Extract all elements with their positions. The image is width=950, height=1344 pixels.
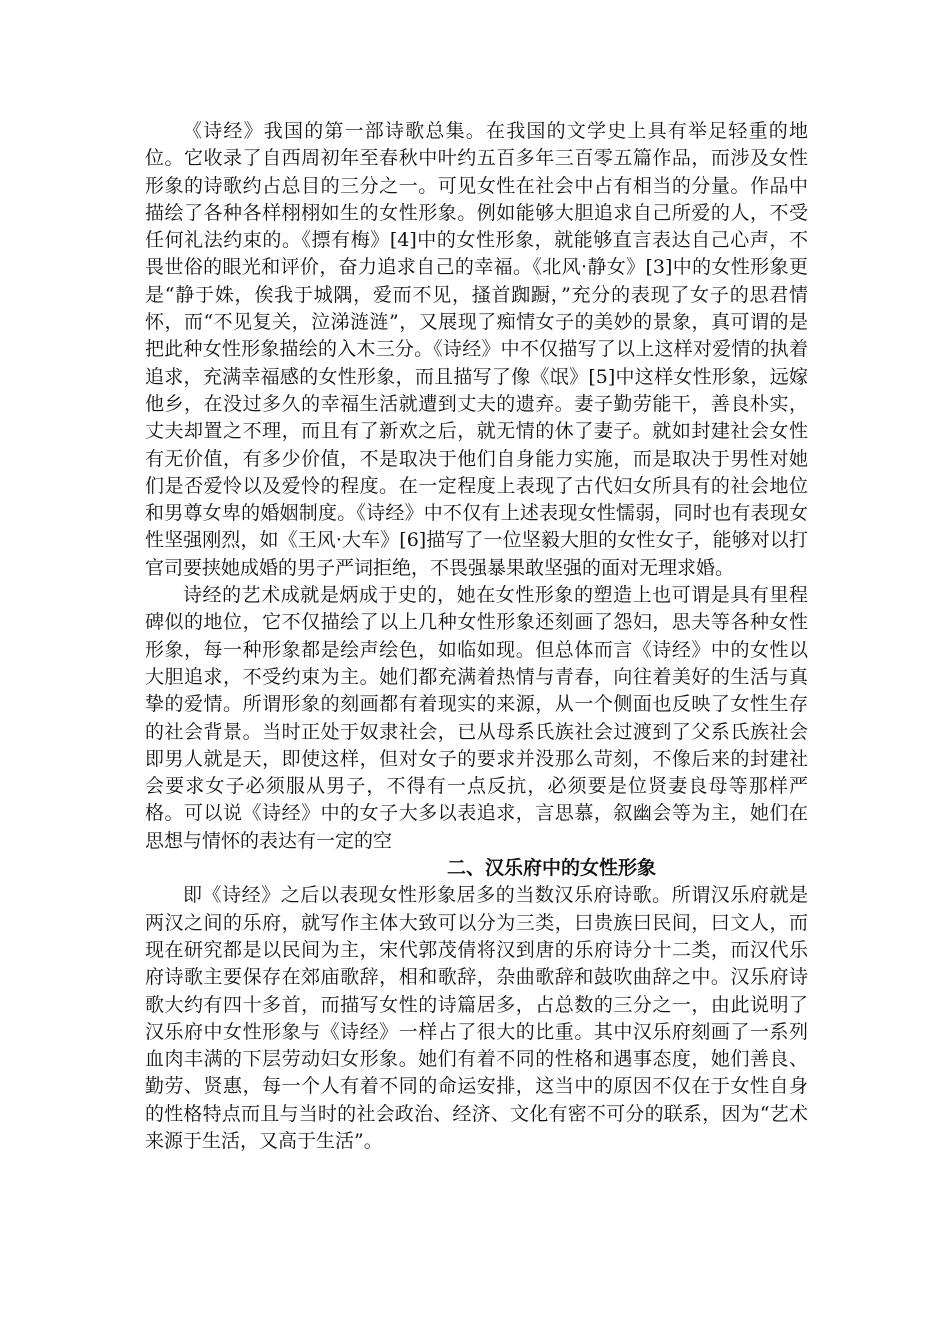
paragraph-shijing-artistry: 诗经的艺术成就是炳成于史的，她在女性形象的塑造上也可谓是具有里程碑似的地位，它不仅描绘了以上几种女性形象还刻画了怨妇，思夫等各种女性形象，每一种形象都是绘声绘色，如临如现。但总体而言《诗经》中的女性以大胆追求，不受约束为主。她们都充满着热情与青春，向往着美好的生活与真挚的爱情。所谓形象的刻画都有着现实的来源，从一个侧面也反映了女性生存的社会背景。当时正处于奴隶社会，已从母系氏族社会过渡到了父系氏族社会即男人就是天，即使这样，但对女子的要求并没那么苛刻，不像后来的封建社会要求女子必须服从男子，不得有一点反抗，必须要是位贤妻良母等那样严格。可以说《诗经》中的女子大多以表追求，言思慕，叙幽会等为主，她们在思想与情怀的表达有一定的空: [145, 584, 808, 852]
section-heading: 二、汉乐府中的女性形象: [446, 857, 656, 880]
paragraph-shijing-overview: 《诗经》我国的第一部诗歌总集。在我国的文学史上具有举足轻重的地位。它收录了自西周初年至春秋中叶约五百多年三百零五篇作品，而涉及女性形象的诗歌约占总目的三分之一。可见女性在社会中占有相当的分量。作品中描绘了各种各样栩栩如生的女性形象。例如能够大胆追求自己所爱的人，不受任何礼法约束的。《摽有梅》[4]中的女性形象，就能够直言表达自己心声，不畏世俗的眼光和评价，奋力追求自己的幸福。《北风·静女》[3]中的女性形象更是“静于姝，俟我于城隅，爱而不见，搔首踟蹰，”充分的表现了女子的思君情怀，而“不见复关，泣涕涟涟”，又展现了痴情女子的美妙的景象，真可谓的是把此种女性形象描绘的入木三分。《诗经》中不仅描写了以上这样对爱情的执着追求，充满幸福感的女性形象，而且描写了像《氓》[5]中这样女性形象，远嫁他乡，在没过多久的幸福生活就遭到丈夫的遗弃。妻子勤劳能干，善良朴实，丈夫却置之不理，而且有了新欢之后，就无情的休了妻子。就如封建社会女性有无价值，有多少价值，不是取决于他们自身能力实施，而是取决于男性对她们是否爱怜以及爱怜的程度。在一定程度上表现了古代妇女所具有的社会地位和男尊女卑的婚姻制度。《诗经》中不仅有上述表现女性懦弱，同时也有表现女性坚强刚烈，如《王风·大车》[6]描写了一位坚毅大胆的女性女子，能够对以打官司要挟她成婚的男子严词拒绝，不畏强暴果敢坚强的面对无理求婚。: [145, 120, 808, 579]
document-page: [145, 118, 808, 1155]
paragraph-han-yuefu: 即《诗经》之后以表现女性形象居多的当数汉乐府诗歌。所谓汉乐府就是两汉之间的乐府，就写作主体大致可以分为三类，曰贵族曰民间，曰文人，而现在研究都是以民间为主，宋代郭茂倩将汉到唐的乐府诗分十二类，而汉代乐府诗歌主要保存在郊庙歌辞，相和歌辞，杂曲歌辞和鼓吹曲辞之中。汉乐府诗歌大约有四十多首，而描写女性的诗篇居多，占总数的三分之一，由此说明了汉乐府中女性形象与《诗经》一样占了很大的比重。其中汉乐府刻画了一系列血肉丰满的下层劳动妇女形象。她们有着不同的性格和遇事态度，她们善良、勤劳、贤惠，每一个人有着不同的命运安排，这当中的原因不仅在于女性自身的性格特点而且与当时的社会政治、经济、文化有密不可分的联系，因为“艺术来源于生活，又高于生活”。: [145, 884, 808, 1152]
